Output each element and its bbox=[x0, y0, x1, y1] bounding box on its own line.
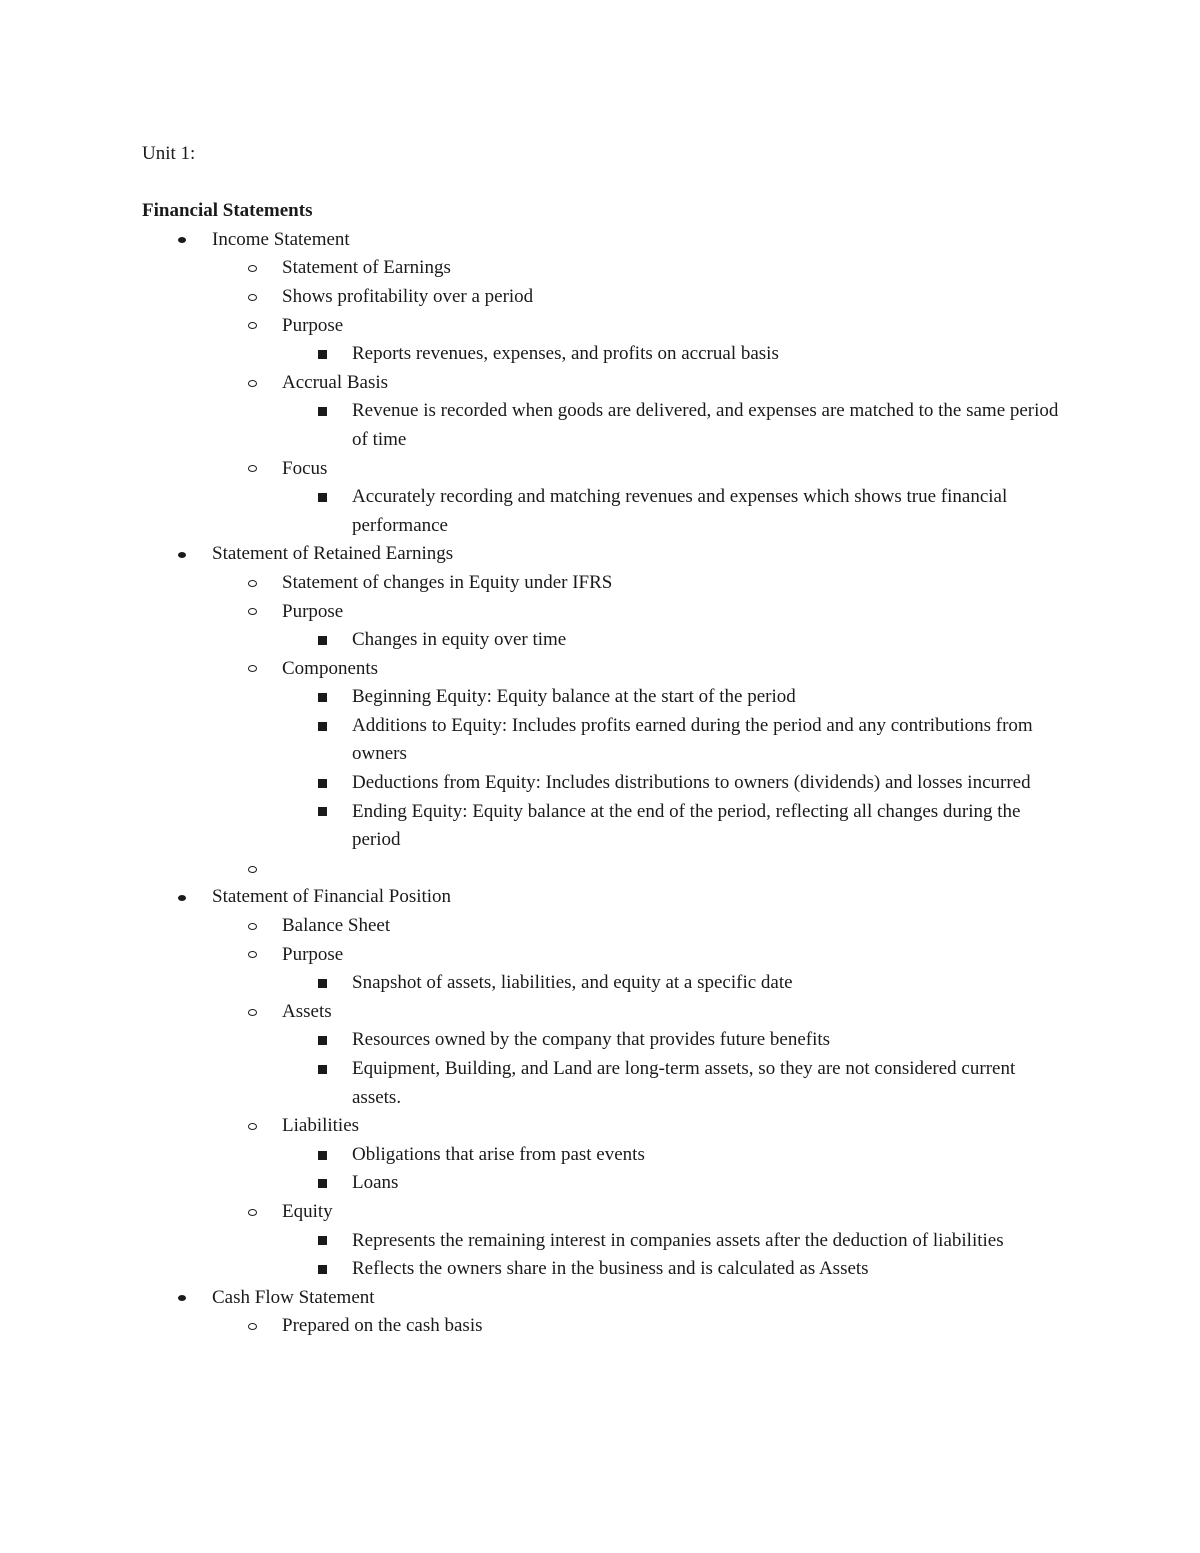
list-item-label: Liabilities bbox=[282, 1115, 360, 1137]
circle-bullet-icon bbox=[242, 598, 262, 627]
list-item-label: Assets bbox=[282, 1000, 332, 1022]
list-item-label: Components bbox=[282, 657, 379, 679]
square-bullet-icon bbox=[312, 683, 332, 712]
square-bullet-icon bbox=[312, 769, 332, 798]
circle-bullet-icon bbox=[242, 312, 262, 341]
list-item-label: Reports revenues, expenses, and profits on accrual basis bbox=[352, 343, 779, 365]
focus-sublist bbox=[282, 483, 1062, 540]
square-bullet-icon bbox=[312, 1026, 332, 1055]
list-item-label: Statement of Retained Earnings bbox=[212, 543, 454, 565]
circle-bullet-icon bbox=[242, 855, 262, 884]
list-item-label: Additions to Equity: Includes profits earned during the period and any contributions from owners bbox=[352, 714, 1033, 765]
list-item-label: Represents the remaining interest in companies assets after the deduction of liabilities bbox=[352, 1229, 1004, 1251]
list-item-label: Changes in equity over time bbox=[352, 629, 567, 651]
financial-position-sublist bbox=[212, 912, 1062, 1284]
accrual-sublist bbox=[282, 397, 1062, 454]
list-item bbox=[212, 1198, 1062, 1284]
list-item bbox=[212, 369, 1062, 455]
circle-bullet-icon bbox=[242, 941, 262, 970]
square-bullet-icon bbox=[312, 712, 332, 741]
square-bullet-icon bbox=[312, 1169, 332, 1198]
list-item-financial-position bbox=[142, 883, 1062, 1283]
list-item-label: Accrual Basis bbox=[282, 371, 389, 393]
income-statement-sublist bbox=[212, 254, 1062, 540]
list-item-label: Purpose bbox=[282, 600, 344, 622]
list-item-label: Income Statement bbox=[212, 228, 350, 250]
list-item-label: Cash Flow Statement bbox=[212, 1286, 375, 1308]
list-item-label: Ending Equity: Equity balance at the end of the period, reflecting all changes during the period bbox=[352, 800, 1021, 851]
list-item-label: Statement of changes in Equity under IFRS bbox=[282, 571, 613, 593]
list-item-label: Focus bbox=[282, 457, 328, 479]
list-item bbox=[212, 655, 1062, 855]
list-item bbox=[282, 483, 1062, 540]
square-bullet-icon bbox=[312, 626, 332, 655]
list-item bbox=[282, 798, 1062, 855]
components-sublist bbox=[282, 683, 1062, 855]
list-item-label: Reflects the owners share in the business and is calculated as Assets bbox=[352, 1258, 869, 1280]
list-item-retained-earnings bbox=[142, 540, 1062, 883]
equity-sublist bbox=[282, 1227, 1062, 1284]
list-item bbox=[212, 998, 1062, 1112]
liabilities-sublist bbox=[282, 1141, 1062, 1198]
circle-bullet-icon bbox=[242, 1112, 262, 1141]
circle-bullet-icon bbox=[242, 655, 262, 684]
list-item-label: Purpose bbox=[282, 314, 344, 336]
list-item bbox=[282, 969, 1062, 998]
list-item bbox=[212, 455, 1062, 541]
assets-sublist bbox=[282, 1026, 1062, 1112]
square-bullet-icon bbox=[312, 798, 332, 827]
square-bullet-icon bbox=[312, 1227, 332, 1256]
disc-bullet-icon bbox=[172, 883, 192, 912]
list-item bbox=[212, 569, 1062, 598]
circle-bullet-icon bbox=[242, 998, 262, 1027]
list-item-label: Purpose bbox=[282, 943, 344, 965]
disc-bullet-icon bbox=[172, 540, 192, 569]
square-bullet-icon bbox=[312, 1141, 332, 1170]
list-item-label: Loans bbox=[352, 1172, 399, 1194]
list-item bbox=[282, 769, 1062, 798]
list-item-label: Statement of Financial Position bbox=[212, 886, 452, 908]
empty-list-item bbox=[282, 855, 1062, 884]
list-item-label: Obligations that arise from past events bbox=[352, 1143, 645, 1165]
disc-bullet-icon bbox=[172, 1284, 192, 1313]
circle-bullet-icon bbox=[242, 569, 262, 598]
list-item-label: Snapshot of assets, liabilities, and equity at a specific date bbox=[352, 972, 793, 994]
list-item-label: Prepared on the cash basis bbox=[282, 1315, 483, 1337]
purpose-sublist bbox=[282, 626, 1062, 655]
square-bullet-icon bbox=[312, 483, 332, 512]
list-item-cash-flow bbox=[142, 1284, 1062, 1341]
list-item bbox=[282, 1255, 1062, 1284]
disc-bullet-icon bbox=[172, 226, 192, 255]
list-item bbox=[212, 941, 1062, 998]
circle-bullet-icon bbox=[242, 912, 262, 941]
list-item-label: Beginning Equity: Equity balance at the start of the period bbox=[352, 686, 796, 708]
list-item-label: Equity bbox=[282, 1200, 333, 1222]
document-content bbox=[142, 140, 1062, 1341]
list-item-label: Balance Sheet bbox=[282, 915, 391, 937]
list-item-label: Revenue is recorded when goods are delivered, and expenses are matched to the same period of time bbox=[352, 400, 1059, 450]
square-bullet-icon bbox=[312, 1055, 332, 1084]
list-item bbox=[282, 626, 1062, 655]
list-item bbox=[282, 1026, 1062, 1055]
list-item bbox=[212, 598, 1062, 655]
list-item-label: Shows profitability over a period bbox=[282, 285, 534, 307]
list-item bbox=[282, 1227, 1062, 1256]
circle-bullet-icon bbox=[242, 455, 262, 484]
section-title: Financial Statements bbox=[142, 200, 313, 222]
list-item-label: Statement of Earnings bbox=[282, 257, 451, 279]
list-item bbox=[212, 312, 1062, 369]
list-item-label: Accurately recording and matching revenues and expenses which shows true financial performance bbox=[352, 486, 1008, 536]
list-item-empty bbox=[212, 855, 1062, 884]
retained-earnings-sublist bbox=[212, 569, 1062, 884]
list-item-label: Resources owned by the company that provides future benefits bbox=[352, 1029, 831, 1051]
list-item bbox=[212, 1312, 1062, 1341]
square-bullet-icon bbox=[312, 969, 332, 998]
list-item bbox=[212, 283, 1062, 312]
circle-bullet-icon bbox=[242, 369, 262, 398]
circle-bullet-icon bbox=[242, 1312, 262, 1341]
list-item bbox=[282, 712, 1062, 769]
list-item bbox=[282, 340, 1062, 369]
circle-bullet-icon bbox=[242, 254, 262, 283]
list-item-label: Equipment, Building, and Land are long-term assets, so they are not considered current assets. bbox=[352, 1058, 1016, 1108]
square-bullet-icon bbox=[312, 340, 332, 369]
list-item-income-statement bbox=[142, 226, 1062, 541]
blank-line bbox=[142, 169, 1062, 198]
circle-bullet-icon bbox=[242, 1198, 262, 1227]
square-bullet-icon bbox=[312, 1255, 332, 1284]
purpose-sublist bbox=[282, 340, 1062, 369]
list-item bbox=[282, 683, 1062, 712]
purpose-sublist bbox=[282, 969, 1062, 998]
list-item bbox=[282, 397, 1062, 454]
cash-flow-sublist bbox=[212, 1312, 1062, 1341]
list-item bbox=[282, 1055, 1062, 1112]
list-item bbox=[212, 912, 1062, 941]
list-item bbox=[212, 254, 1062, 283]
unit-heading: Unit 1: bbox=[142, 143, 196, 164]
financial-statements-list bbox=[142, 226, 1062, 1341]
square-bullet-icon bbox=[312, 397, 332, 426]
list-item bbox=[282, 1169, 1062, 1198]
list-item bbox=[282, 1141, 1062, 1170]
circle-bullet-icon bbox=[242, 283, 262, 312]
list-item bbox=[212, 1112, 1062, 1198]
list-item-label: Deductions from Equity: Includes distributions to owners (dividends) and losses incurred bbox=[352, 772, 1031, 794]
